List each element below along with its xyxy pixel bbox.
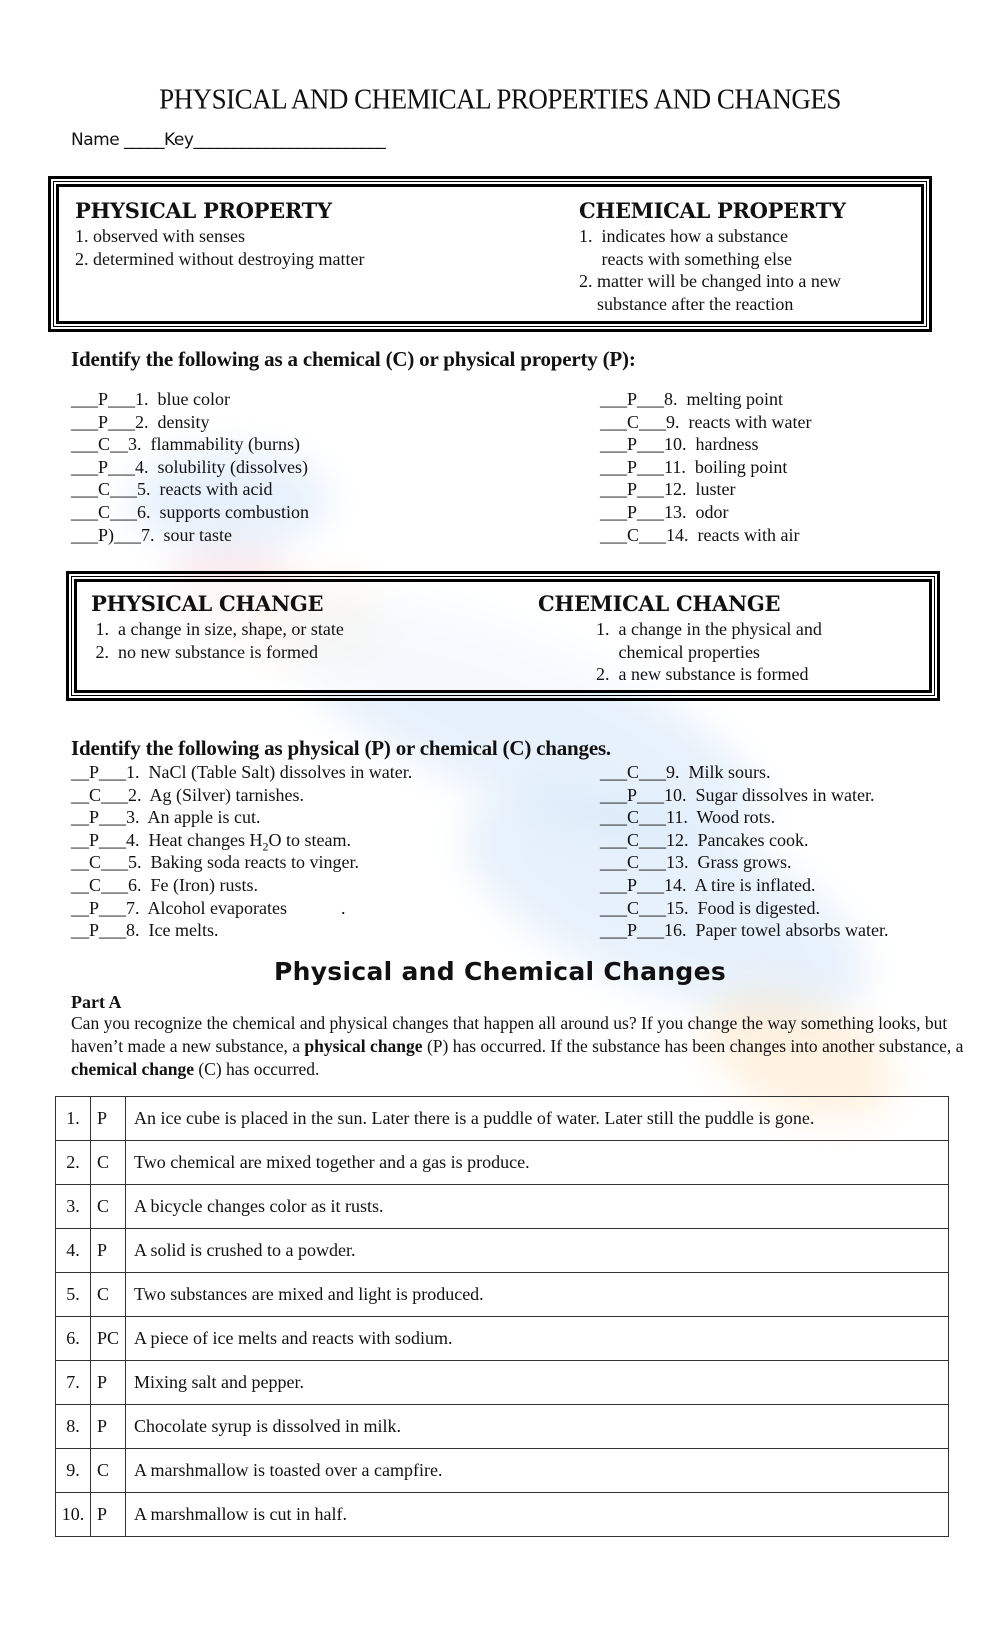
blank: ___: [71, 434, 98, 455]
definition-line: chemical properties: [596, 641, 760, 662]
quiz-item: [71, 919, 412, 942]
row-text: An ice cube is placed in the sun. Later there is a puddle of water. Later still the puddle is gone.: [126, 1097, 949, 1141]
row-number: 7.: [56, 1361, 91, 1405]
row-number: 8.: [56, 1405, 91, 1449]
blank: ___: [108, 456, 136, 477]
quiz-item: [71, 524, 309, 547]
blank: ___: [101, 874, 129, 895]
table-row: [56, 1141, 949, 1185]
row-text: Two chemical are mixed together and a gas is produce.: [126, 1141, 949, 1185]
blank: ___: [108, 411, 136, 432]
blank: ___: [600, 501, 627, 522]
item-text: 15. Food is digested.: [666, 897, 821, 918]
answer: P: [89, 920, 100, 941]
changes-quiz-heading: Identify the following as physical (P) or chemical (C) changes.: [71, 736, 611, 760]
row-number: 1.: [56, 1097, 91, 1141]
properties-quiz-heading: Identify the following as a chemical (C) or physical property (P):: [71, 347, 636, 371]
blank: ___: [637, 920, 665, 941]
item-text: 5. Baking soda reacts to vinger.: [128, 852, 359, 873]
properties-definition-box: [48, 176, 932, 332]
quiz-item: [600, 411, 811, 434]
part-a-label: Part A: [71, 992, 122, 1012]
item-text: 13. odor: [664, 501, 729, 522]
answer: C: [627, 897, 640, 918]
answer: P: [627, 501, 638, 522]
blank: ___: [110, 479, 138, 500]
item-text: 12. luster: [664, 479, 736, 500]
answer: P: [627, 456, 638, 477]
item-text: 8. melting point: [664, 389, 784, 409]
blank: ___: [600, 897, 627, 918]
item-text: 4. solubility (dissolves): [135, 456, 309, 477]
quiz-item: [600, 784, 888, 807]
intro-text: Can you recognize the chemical and physical changes that happen all around us? If you change the way something looks, but haven’t made a new substance, a: [71, 1013, 948, 1056]
properties-quiz-left: [71, 388, 309, 546]
definition-line: substance after the reaction: [579, 293, 794, 314]
blank: ___: [71, 456, 98, 477]
blank: ___: [71, 389, 98, 409]
blank: ___: [99, 897, 127, 918]
definition-line: 1. a change in size, shape, or state: [91, 619, 344, 639]
item-text: 12. Pancakes cook.: [666, 829, 809, 850]
quiz-item: [600, 806, 888, 829]
row-number: 5.: [56, 1273, 91, 1317]
blank: __: [71, 784, 89, 805]
blank: ___: [600, 784, 627, 805]
blank: ___: [639, 829, 667, 850]
item-text: 2. density: [135, 411, 210, 432]
blank: __: [110, 434, 129, 455]
blank: ___: [600, 456, 627, 477]
quiz-item: [71, 501, 309, 524]
row-text: A piece of ice melts and reacts with sodium.: [126, 1317, 949, 1361]
quiz-item: [71, 411, 309, 434]
quiz-item: [71, 478, 309, 501]
quiz-item: [71, 433, 309, 456]
table-row: [56, 1317, 949, 1361]
blank: ___: [600, 479, 627, 500]
table-row: [56, 1273, 949, 1317]
chemical-change-lines: [538, 618, 822, 686]
blank: ___: [600, 762, 627, 782]
blank: ___: [110, 501, 138, 522]
item-text: 7. sour taste: [141, 524, 232, 545]
answer: P: [89, 807, 100, 828]
table-row: [56, 1097, 949, 1141]
quiz-item: [600, 433, 811, 456]
physical-change-definition: [91, 590, 344, 663]
quiz-item: [600, 388, 811, 411]
blank: ___: [600, 411, 627, 432]
item-text: 5. reacts with acid: [137, 479, 273, 500]
answer: P: [627, 920, 638, 941]
item-text: 6. supports combustion: [137, 501, 310, 522]
definition-line: 1. indicates how a substance: [579, 226, 788, 246]
intro-bold-term: chemical change: [71, 1059, 194, 1079]
row-number: 4.: [56, 1229, 91, 1273]
blank: ___: [639, 411, 667, 432]
quiz-item: [600, 456, 811, 479]
blank: ___: [101, 784, 129, 805]
item-text: 14. A tire is inflated.: [664, 874, 816, 895]
table-row: [56, 1449, 949, 1493]
name-line: Name _____Key________________________: [71, 130, 386, 150]
item-text: 10. Sugar dissolves in water.: [664, 784, 875, 805]
blank: ___: [637, 874, 665, 895]
row-text: A marshmallow is toasted over a campfire.: [126, 1449, 949, 1493]
table-row: [56, 1185, 949, 1229]
quiz-item: [71, 806, 412, 829]
row-text: Mixing salt and pepper.: [126, 1361, 949, 1405]
definition-line: 2. matter will be changed into a new: [579, 271, 841, 291]
answer: C: [627, 807, 640, 828]
blank: ___: [600, 852, 627, 873]
blank: ___: [600, 807, 627, 828]
item-text: 9. Milk sours.: [666, 762, 771, 782]
answer: P: [627, 389, 638, 409]
answer: P: [627, 434, 638, 455]
quiz-item: [600, 829, 888, 852]
blank: ___: [71, 411, 98, 432]
item-text: 6. Fe (Iron) rusts.: [128, 874, 258, 895]
answer: C: [627, 524, 640, 545]
physical-property-heading: PHYSICAL PROPERTY: [75, 198, 332, 223]
quiz-item: [600, 501, 811, 524]
row-answer: P: [91, 1493, 126, 1537]
row-number: 10.: [56, 1493, 91, 1537]
item-text: 11. Wood rots.: [666, 807, 776, 828]
definition-line: reacts with something else: [579, 248, 792, 269]
quiz-item: [600, 851, 888, 874]
definition-line: 1. a change in the physical and: [596, 619, 822, 639]
answer: P: [89, 897, 100, 918]
quiz-item: [600, 478, 811, 501]
properties-quiz-right: [600, 388, 811, 546]
answer: P: [89, 762, 100, 782]
quiz-item: [71, 761, 412, 784]
item-text: 1. blue color: [135, 389, 230, 409]
answer: P: [627, 784, 638, 805]
blank: ___: [101, 852, 129, 873]
blank: ___: [637, 479, 665, 500]
blank: ___: [600, 920, 627, 941]
quiz-item: [71, 829, 412, 852]
answer: P: [89, 829, 100, 850]
part-a-intro: [71, 1012, 971, 1081]
row-answer: P: [91, 1097, 126, 1141]
row-text: A bicycle changes color as it rusts.: [126, 1185, 949, 1229]
item-text: 16. Paper towel absorbs water.: [664, 920, 889, 941]
blank: __: [71, 897, 89, 918]
quiz-item: [600, 897, 888, 920]
chemical-change-definition: [538, 590, 822, 686]
blank: __: [71, 762, 89, 782]
blank: ___: [99, 920, 127, 941]
answer: P: [98, 389, 109, 409]
answer: C: [98, 479, 111, 500]
table-row: [56, 1229, 949, 1273]
blank: ___: [600, 434, 627, 455]
part-a-title: Physical and Chemical Changes: [273, 957, 727, 986]
answer: C: [627, 829, 640, 850]
item-text: 8. Ice melts.: [126, 920, 219, 941]
blank: ___: [639, 807, 667, 828]
row-text: A marshmallow is cut in half.: [126, 1493, 949, 1537]
intro-bold-term: physical change: [304, 1036, 423, 1056]
quiz-item: [600, 919, 888, 942]
chemical-property-definition: [579, 197, 846, 315]
definition-line: 2. determined without destroying matter: [75, 248, 365, 269]
answer: C: [627, 852, 640, 873]
answer: C: [89, 784, 102, 805]
blank: ___: [99, 807, 127, 828]
blank: __: [71, 807, 89, 828]
row-answer: P: [91, 1405, 126, 1449]
blank: ___: [639, 852, 667, 873]
answer: C: [89, 874, 102, 895]
item-text: 3. An apple is cut.: [126, 807, 261, 828]
item-text: O to steam.: [268, 829, 351, 850]
quiz-item: [600, 874, 888, 897]
intro-text: (C) has occurred.: [193, 1059, 320, 1079]
quiz-item: [71, 784, 412, 807]
blank: __: [71, 852, 89, 873]
blank: ___: [71, 501, 98, 522]
row-answer: PC: [91, 1317, 126, 1361]
table-row: [56, 1405, 949, 1449]
quiz-item: [600, 761, 888, 784]
quiz-item: [71, 897, 412, 920]
item-text: 4. Heat changes H: [126, 829, 263, 850]
item-text: 1. NaCl (Table Salt) dissolves in water.: [126, 762, 413, 782]
physical-change-heading: PHYSICAL CHANGE: [91, 591, 324, 616]
answer: C: [98, 434, 111, 455]
answer: P: [627, 874, 638, 895]
answer: C: [627, 762, 640, 782]
blank: ___: [600, 389, 627, 409]
item-text: 7. Alcohol evaporates .: [126, 897, 346, 918]
page-title: PHYSICAL AND CHEMICAL PROPERTIES AND CHANGES: [159, 83, 841, 115]
blank: ___: [71, 479, 98, 500]
blank: ___: [99, 762, 127, 782]
blank: ___: [600, 829, 627, 850]
chemical-change-heading: CHEMICAL CHANGE: [538, 591, 781, 616]
row-text: Two substances are mixed and light is produced.: [126, 1273, 949, 1317]
quiz-item: [71, 851, 412, 874]
part-a-table: [55, 1096, 949, 1537]
row-number: 9.: [56, 1449, 91, 1493]
answer: P: [98, 411, 109, 432]
answer: C: [98, 501, 111, 522]
changes-quiz-right: [600, 761, 888, 942]
blank: __: [71, 874, 89, 895]
blank: ___: [639, 762, 667, 782]
item-text: 3. flammability (burns): [128, 434, 300, 455]
item-text: 13. Grass grows.: [666, 852, 792, 873]
answer: P: [98, 456, 109, 477]
row-answer: C: [91, 1273, 126, 1317]
row-answer: P: [91, 1361, 126, 1405]
blank: ___: [114, 524, 142, 545]
blank: ___: [637, 784, 665, 805]
quiz-item: [71, 874, 412, 897]
blank: ___: [108, 389, 136, 409]
changes-definition-box: [66, 571, 940, 701]
definition-line: 1. observed with senses: [75, 226, 245, 246]
changes-quiz-left: [71, 761, 412, 942]
blank: __: [71, 829, 89, 850]
subscript: 2: [262, 839, 269, 854]
item-text: 10. hardness: [664, 434, 759, 455]
quiz-item: [71, 388, 309, 411]
row-text: Chocolate syrup is dissolved in milk.: [126, 1405, 949, 1449]
physical-property-definition: [75, 197, 364, 270]
row-answer: C: [91, 1141, 126, 1185]
row-number: 3.: [56, 1185, 91, 1229]
definition-line: 2. no new substance is formed: [91, 641, 318, 662]
blank: __: [71, 920, 89, 941]
row-number: 6.: [56, 1317, 91, 1361]
blank: ___: [637, 389, 665, 409]
blank: ___: [600, 524, 627, 545]
row-number: 2.: [56, 1141, 91, 1185]
item-text: 2. Ag (Silver) tarnishes.: [128, 784, 304, 805]
blank: ___: [99, 829, 127, 850]
row-answer: C: [91, 1185, 126, 1229]
answer: P): [98, 524, 115, 545]
quiz-item: [600, 524, 811, 547]
table-row: [56, 1361, 949, 1405]
chemical-property-heading: CHEMICAL PROPERTY: [579, 198, 846, 223]
table-row: [56, 1493, 949, 1537]
definition-line: 2. a new substance is formed: [596, 664, 809, 684]
answer: C: [627, 411, 640, 432]
intro-text: (P) has occurred. If the substance has been changes into another substance, a: [422, 1036, 964, 1056]
blank: ___: [71, 524, 98, 545]
row-answer: C: [91, 1449, 126, 1493]
blank: ___: [600, 874, 627, 895]
item-text: 14. reacts with air: [666, 524, 800, 545]
blank: ___: [639, 897, 667, 918]
row-text: A solid is crushed to a powder.: [126, 1229, 949, 1273]
blank: ___: [637, 501, 665, 522]
answer: P: [627, 479, 638, 500]
item-text: 11. boiling point: [664, 456, 788, 477]
blank: ___: [637, 456, 665, 477]
item-text: 9. reacts with water: [666, 411, 812, 432]
blank: ___: [637, 434, 665, 455]
answer: C: [89, 852, 102, 873]
blank: ___: [639, 524, 667, 545]
quiz-item: [71, 456, 309, 479]
row-answer: P: [91, 1229, 126, 1273]
